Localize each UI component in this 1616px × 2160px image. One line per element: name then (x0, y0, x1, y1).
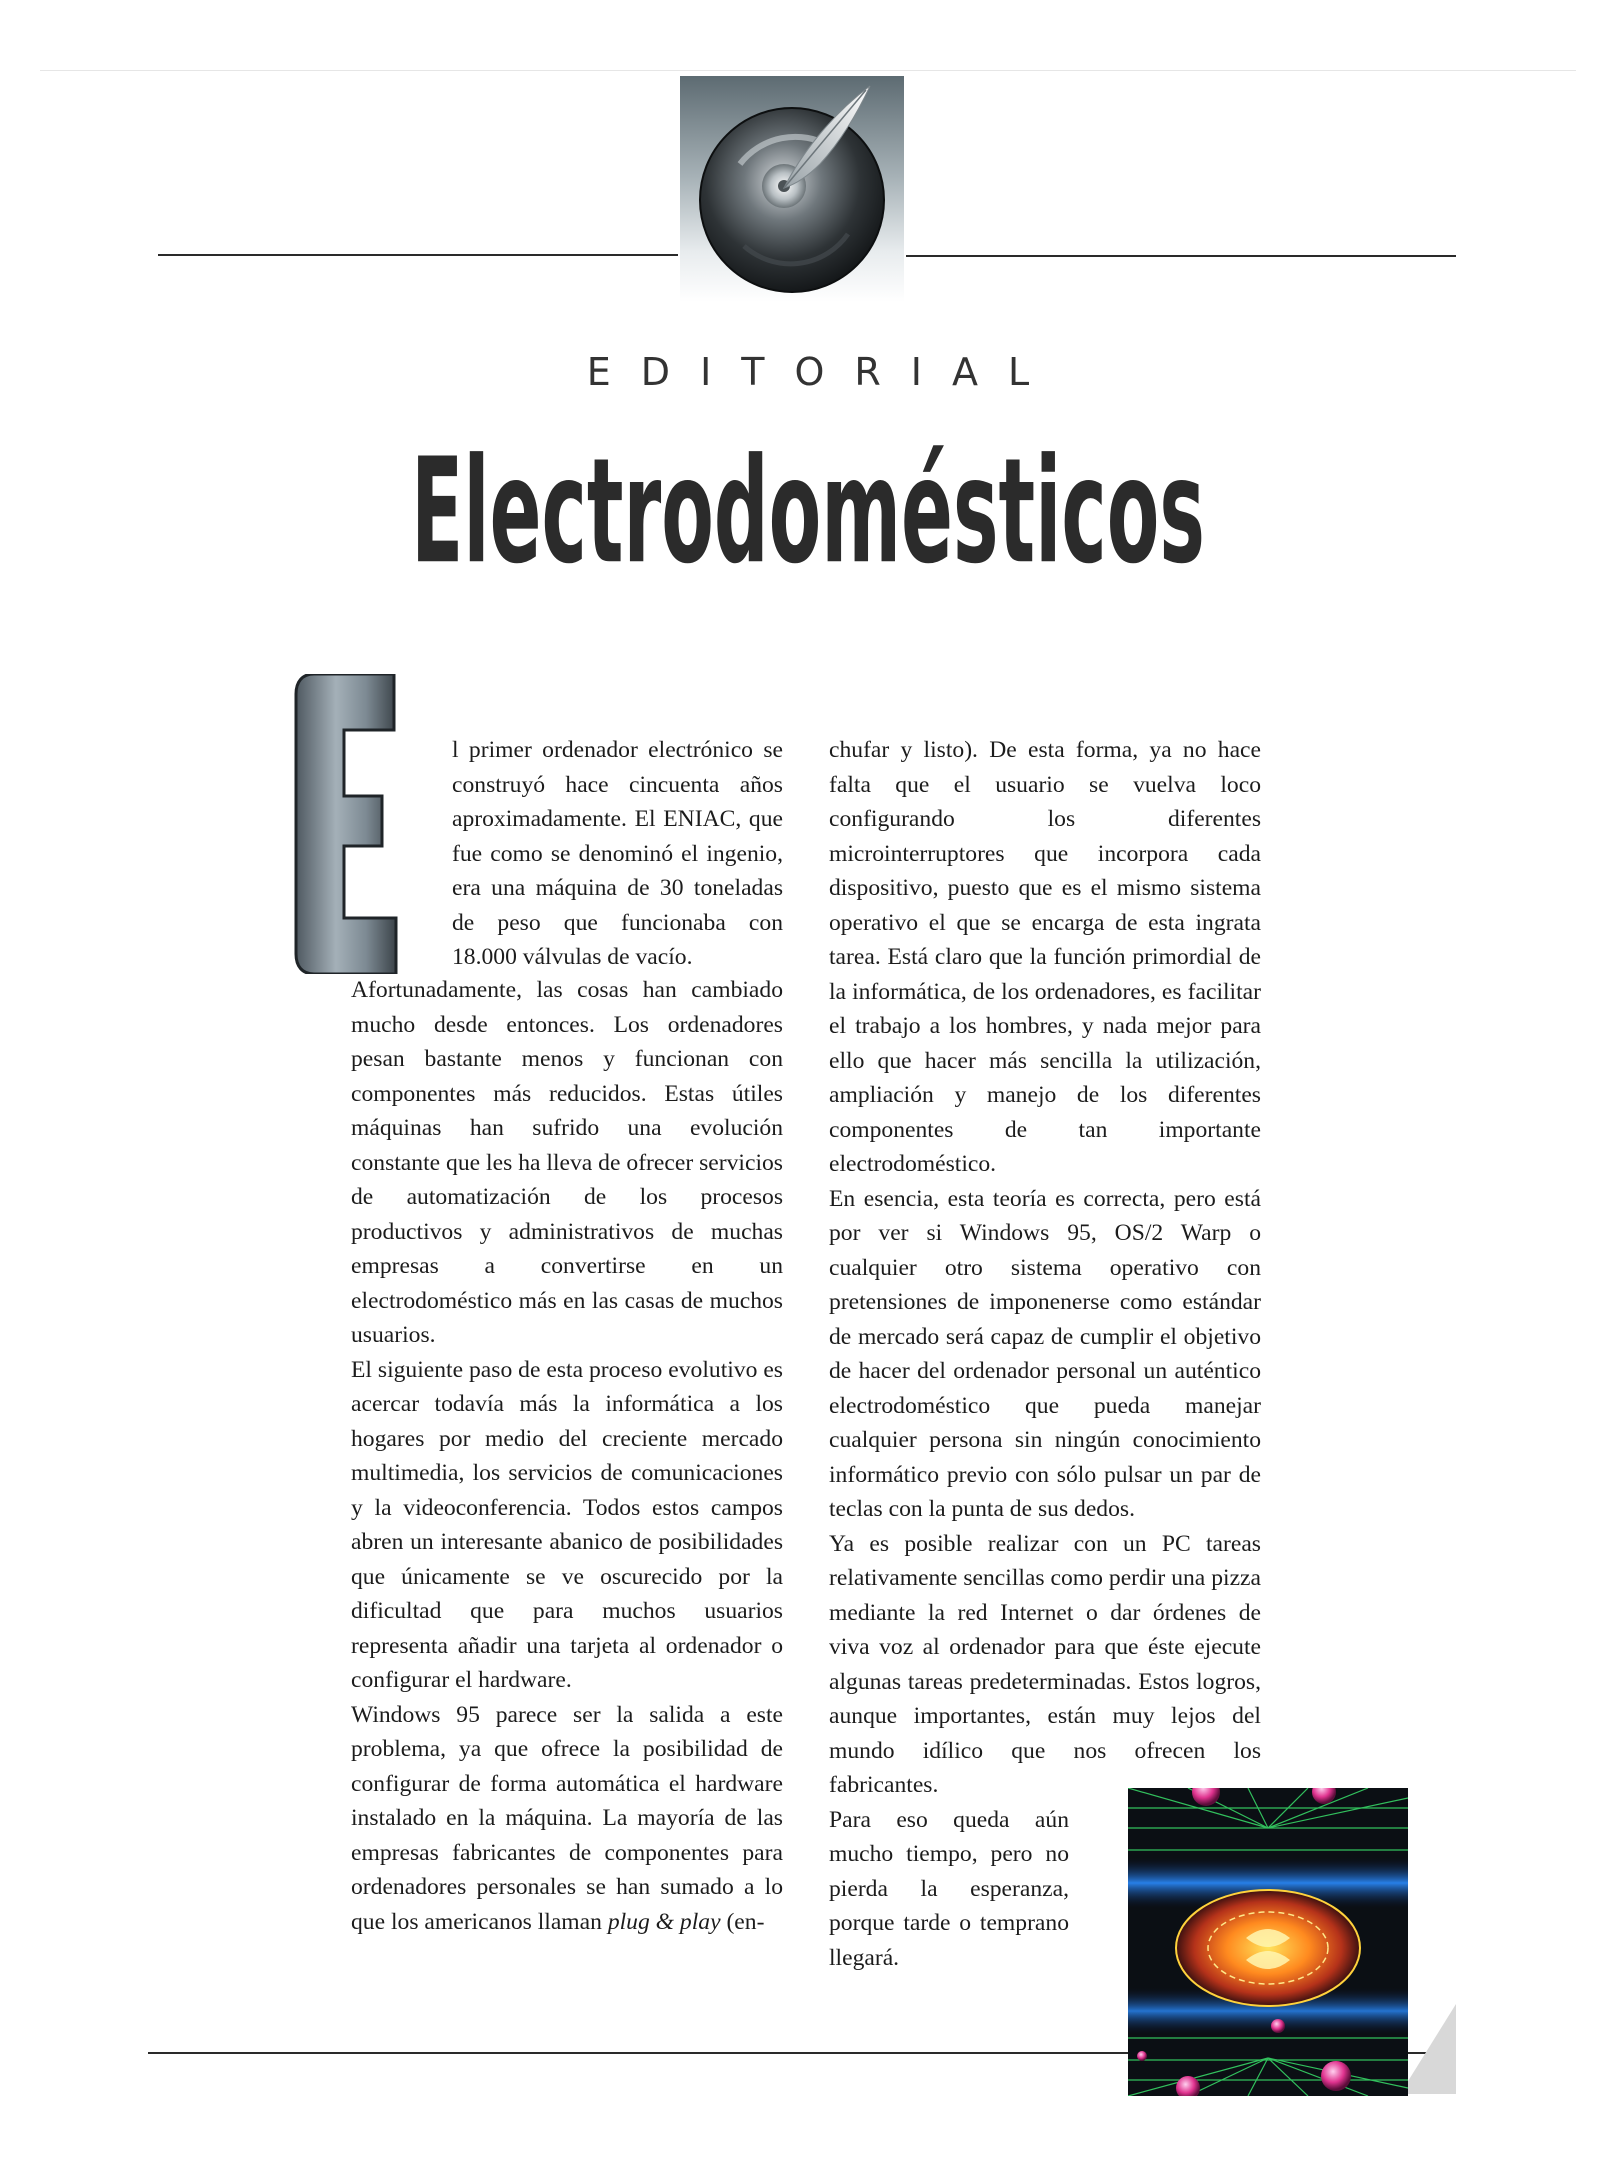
paragraph-6-tail: Para eso queda aún mucho tiempo, pero no pierda la esperanza, porque tarde o temprano llegará. (829, 1806, 1069, 1971)
editorial-emblem (680, 76, 904, 302)
paragraph-4: chufar y listo). De esta forma, ya no hace falta que el usuario se vuelva loco configurando los diferentes microinterruptores que incorpora cada dispositivo, puesto que es el mismo sistema operativo el que se encarga de esta ingrata tarea. Está claro que la función primordial de la informática, de los ordenadores, es facilitar el trabajo a los hombres, y nada mejor para ello que hacer más sencilla la utilización, ampliación y manejo de los diferentes componentes de tan importante electrodoméstico. (829, 737, 1261, 1177)
headline: Electrodomésticos (411, 427, 1205, 597)
paragraph-3 (351, 1698, 783, 1940)
page-edge (40, 70, 1576, 71)
paragraph-2: El siguiente paso de esta proceso evolutivo es acercar todavía más la informática a los hogares por medio del creciente mercado multimedia, los servicios de comunicaciones y la videoconferencia. Todos estos campos abren un interesante abanico de posibilidades que únicamente se ve oscurecido por la dificultad que para muchos usuarios representa añadir una tarjeta al ordenador o configurar el hardware. (351, 1356, 783, 1693)
top-rule-right (906, 255, 1456, 257)
paragraph-6: Ya es posible realizar con un PC tareas relativamente sencillas como perdir una pizza mediante la red Internet o dar órdenes de viva voz al ordenador para que éste ejecute algunas tareas predeterminadas. Estos logros, aunque importantes, están muy lejos del mundo idílico que nos ofrecen los fabricantes. (829, 1530, 1261, 1798)
futuristic-grid-disc-illustration (1128, 1788, 1408, 2096)
paragraph-3-end: (en- (720, 1908, 765, 1935)
quill-cd-icon (680, 76, 904, 302)
body-column-left (351, 733, 783, 1939)
top-rule-left (158, 254, 678, 256)
plug-and-play-term: plug & play (607, 1908, 721, 1935)
section-label: EDITORIAL (586, 350, 1060, 394)
paragraph-intro-rest: Afortunadamente, las cosas han cambiado mucho desde entonces. Los ordenadores pesan bastante menos y funcionan con componentes más reducidos. Estas útiles máquinas han sufrido una evolución constante que les ha lleva de ofrecer servicios de automatización de los procesos productivos y administrativos de muchas empresas a convertirse en un electrodoméstico más en las casas de muchos usuarios. (351, 977, 783, 1348)
illustration-shadow (1400, 2004, 1456, 2094)
paragraph-intro-first: l primer ordenador electrónico se construyó hace cincuenta años aproximadamente. El ENIAC, que fue como se denominó el ingenio, era una máquina de 30 toneladas de peso que funcionaba con 18.000 válvulas de vacío. (452, 737, 783, 970)
grid-disc-icon (1128, 1788, 1408, 2096)
paragraph-5: En esencia, esta teoría es correcta, pero está por ver si Windows 95, OS/2 Warp o cualquier otro sistema operativo con pretensiones de imponenerse como estándar de mercado será capaz de cumplir el objetivo de hacer del ordenador personal un auténtico electrodoméstico que pueda manejar cualquier persona sin ningún conocimiento informático previo con sólo pulsar un par de teclas con la punta de sus dedos. (829, 1185, 1261, 1522)
paragraph-3-start: Windows 95 parece ser la salida a este problema, ya que ofrece la posibilidad de configurar de forma automática el hardware instalado en la máquina. La mayoría de las empresas fabricantes de componentes para ordenadores personales se han sumado a lo que los americanos llaman (351, 1701, 783, 1935)
